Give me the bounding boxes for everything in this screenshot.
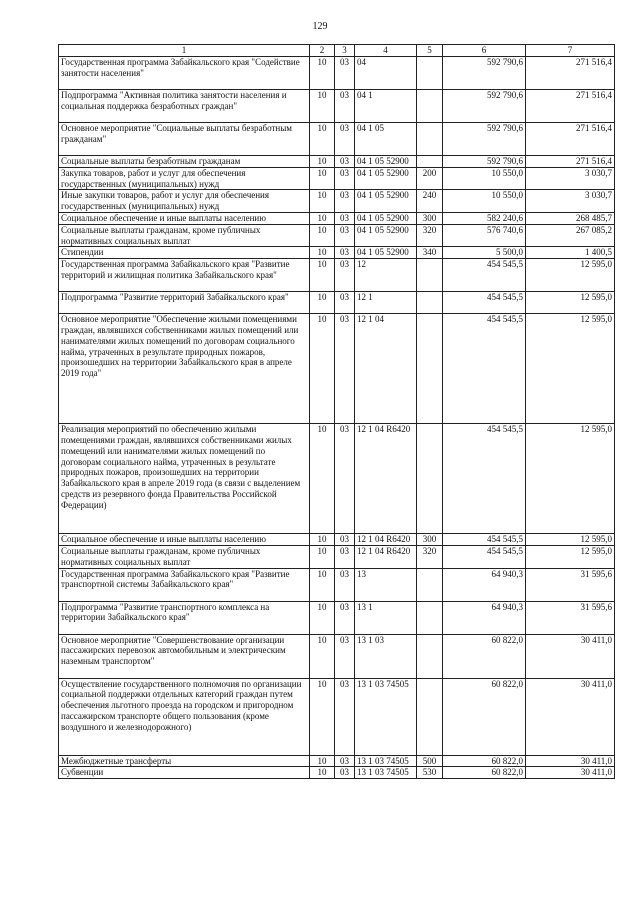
row-amount-2-cell: 3 030,7 [526,167,615,190]
row-section-cell: 10 [310,424,335,534]
row-section-cell: 10 [310,190,335,213]
row-target-article-cell: 04 [355,57,417,90]
row-name-cell: Подпрограмма "Активная политика занятости населения и социальная поддержка безработных граждан" [59,90,310,123]
row-name-cell: Подпрограмма "Развитие транспортного комплекса на территории Забайкальского края" [59,601,310,634]
row-amount-1-cell: 454 545,5 [443,424,526,534]
row-amount-1-cell: 592 790,6 [443,156,526,168]
row-target-article-cell: 13 1 03 74505 [355,755,417,767]
row-amount-1-cell: 592 790,6 [443,90,526,123]
table-row [59,601,615,634]
row-name-cell: Иные закупки товаров, работ и услуг для обеспечения государственных (муниципальных) нужд [59,190,310,213]
row-amount-1-cell: 582 240,6 [443,212,526,224]
table-row [59,424,615,534]
row-section-cell: 10 [310,534,335,546]
table-row [59,755,615,767]
row-name-cell: Социальное обеспечение и иные выплаты населению [59,534,310,546]
row-amount-2-cell: 268 485,7 [526,212,615,224]
row-amount-1-cell: 60 822,0 [443,767,526,779]
row-target-article-cell: 04 1 05 52900 [355,247,417,259]
row-subsection-cell: 03 [335,601,355,634]
row-target-article-cell: 12 1 04 R6420 [355,534,417,546]
row-amount-1-cell: 592 790,6 [443,123,526,156]
row-amount-1-cell: 60 822,0 [443,755,526,767]
row-amount-2-cell: 3 030,7 [526,190,615,213]
row-amount-2-cell: 271 516,4 [526,57,615,90]
row-amount-1-cell: 10 550,0 [443,190,526,213]
row-target-article-cell: 12 1 04 [355,314,417,424]
header-col-2: 2 [310,45,335,57]
table-row [59,634,615,678]
row-amount-2-cell: 12 595,0 [526,259,615,292]
row-subsection-cell: 03 [335,156,355,168]
row-expense-type-cell: 320 [417,224,443,247]
table-row [59,156,615,168]
row-amount-1-cell: 454 545,5 [443,259,526,292]
row-expense-type-cell [417,634,443,678]
row-amount-1-cell: 454 545,5 [443,545,526,568]
row-subsection-cell: 03 [335,212,355,224]
row-target-article-cell: 12 [355,259,417,292]
row-section-cell: 10 [310,568,335,601]
row-amount-2-cell: 30 411,0 [526,634,615,678]
row-subsection-cell: 03 [335,534,355,546]
row-name-cell: Межбюджетные трансферты [59,755,310,767]
row-target-article-cell: 13 1 03 74505 [355,678,417,755]
row-amount-1-cell: 60 822,0 [443,634,526,678]
row-section-cell: 10 [310,123,335,156]
row-section-cell: 10 [310,167,335,190]
row-target-article-cell: 12 1 04 R6420 [355,424,417,534]
row-section-cell: 10 [310,634,335,678]
row-name-cell: Социальное обеспечение и иные выплаты населению [59,212,310,224]
row-subsection-cell: 03 [335,545,355,568]
row-section-cell: 10 [310,247,335,259]
row-name-cell: Основное мероприятие "Совершенствование организации пассажирских перевозок автомобильным и электрическим наземным транспортом" [59,634,310,678]
row-name-cell: Закупка товаров, работ и услуг для обеспечения государственных (муниципальных) нужд [59,167,310,190]
row-amount-2-cell: 1 400,5 [526,247,615,259]
row-expense-type-cell [417,292,443,314]
row-name-cell: Субвенции [59,767,310,779]
table-row [59,190,615,213]
row-amount-2-cell: 267 085,2 [526,224,615,247]
row-expense-type-cell [417,424,443,534]
row-expense-type-cell: 500 [417,755,443,767]
row-name-cell: Социальные выплаты безработным гражданам [59,156,310,168]
table-row [59,534,615,546]
table-row [59,247,615,259]
row-target-article-cell: 13 1 03 74505 [355,767,417,779]
row-subsection-cell: 03 [335,90,355,123]
row-target-article-cell: 13 [355,568,417,601]
row-target-article-cell: 13 1 03 [355,634,417,678]
row-name-cell: Основное мероприятие "Обеспечение жилыми помещениями граждан, являвшихся собственниками жилых помещений или нанимателями жилых помещений по договорам социального найма, утраченных в результате природных пожаров, произошедших на территории Забайкальского края в апреле 2019 года" [59,314,310,424]
row-name-cell: Основное мероприятие "Социальные выплаты безработным гражданам" [59,123,310,156]
row-amount-1-cell: 64 940,3 [443,568,526,601]
row-section-cell: 10 [310,678,335,755]
row-section-cell: 10 [310,224,335,247]
row-amount-2-cell: 30 411,0 [526,755,615,767]
row-section-cell: 10 [310,57,335,90]
header-col-1: 1 [59,45,310,57]
row-section-cell: 10 [310,259,335,292]
row-amount-1-cell: 454 545,5 [443,534,526,546]
row-name-cell: Государственная программа Забайкальского края "Развитие транспортной системы Забайкальского края" [59,568,310,601]
row-target-article-cell: 04 1 05 52900 [355,156,417,168]
row-expense-type-cell [417,57,443,90]
row-expense-type-cell [417,156,443,168]
row-amount-1-cell: 592 790,6 [443,57,526,90]
table-row [59,678,615,755]
header-col-5: 5 [417,45,443,57]
row-amount-2-cell: 12 595,0 [526,545,615,568]
row-section-cell: 10 [310,601,335,634]
row-amount-2-cell: 30 411,0 [526,678,615,755]
row-amount-2-cell: 12 595,0 [526,424,615,534]
page-number: 129 [312,21,328,32]
row-name-cell: Государственная программа Забайкальского края "Содействие занятости населения" [59,57,310,90]
table-row [59,568,615,601]
row-amount-2-cell: 12 595,0 [526,534,615,546]
header-col-4: 4 [355,45,417,57]
row-subsection-cell: 03 [335,634,355,678]
row-subsection-cell: 03 [335,292,355,314]
row-section-cell: 10 [310,755,335,767]
row-expense-type-cell [417,601,443,634]
row-target-article-cell: 13 1 [355,601,417,634]
row-target-article-cell: 04 1 05 52900 [355,212,417,224]
table-row [59,259,615,292]
row-amount-2-cell: 30 411,0 [526,767,615,779]
row-amount-1-cell: 454 545,5 [443,292,526,314]
row-amount-1-cell: 60 822,0 [443,678,526,755]
row-subsection-cell: 03 [335,314,355,424]
row-amount-1-cell: 64 940,3 [443,601,526,634]
row-section-cell: 10 [310,545,335,568]
row-expense-type-cell [417,90,443,123]
row-subsection-cell: 03 [335,767,355,779]
table-row [59,212,615,224]
table-row [59,123,615,156]
row-expense-type-cell: 320 [417,545,443,568]
row-expense-type-cell: 340 [417,247,443,259]
row-expense-type-cell: 300 [417,212,443,224]
row-amount-2-cell: 31 595,6 [526,601,615,634]
row-section-cell: 10 [310,212,335,224]
row-subsection-cell: 03 [335,424,355,534]
row-section-cell: 10 [310,292,335,314]
table-row [59,167,615,190]
row-subsection-cell: 03 [335,678,355,755]
row-section-cell: 10 [310,90,335,123]
row-subsection-cell: 03 [335,57,355,90]
row-target-article-cell: 04 1 05 52900 [355,190,417,213]
row-amount-2-cell: 31 595,6 [526,568,615,601]
row-amount-2-cell: 12 595,0 [526,292,615,314]
row-expense-type-cell [417,123,443,156]
row-target-article-cell: 04 1 [355,90,417,123]
row-amount-1-cell: 5 500,0 [443,247,526,259]
row-section-cell: 10 [310,156,335,168]
row-section-cell: 10 [310,314,335,424]
row-expense-type-cell [417,678,443,755]
row-subsection-cell: 03 [335,568,355,601]
row-target-article-cell: 04 1 05 52900 [355,167,417,190]
row-subsection-cell: 03 [335,259,355,292]
row-name-cell: Государственная программа Забайкальского края "Развитие территорий и жилищная политика Забайкальского края" [59,259,310,292]
table-row [59,545,615,568]
row-name-cell: Осуществление государственного полномочия по организации социальной поддержки отдельных категорий граждан путем обеспечения льготного проезда на городском и пригородном пассажирском транспорте общего пользования (кроме воздушного и железнодорожного) [59,678,310,755]
row-name-cell: Социальные выплаты гражданам, кроме публичных нормативных социальных выплат [59,545,310,568]
row-amount-1-cell: 576 740,6 [443,224,526,247]
row-section-cell: 10 [310,767,335,779]
header-row [59,45,615,57]
row-amount-2-cell: 271 516,4 [526,156,615,168]
row-expense-type-cell: 240 [417,190,443,213]
row-target-article-cell: 12 1 [355,292,417,314]
row-expense-type-cell [417,568,443,601]
row-subsection-cell: 03 [335,123,355,156]
table-row [59,314,615,424]
row-expense-type-cell: 300 [417,534,443,546]
row-subsection-cell: 03 [335,755,355,767]
budget-table [58,44,615,779]
row-target-article-cell: 04 1 05 52900 [355,224,417,247]
row-name-cell: Реализация мероприятий по обеспечению жилыми помещениями граждан, являвшихся собственниками жилых помещений или нанимателями жилых помещений по договорам социального найма, утраченных в результате природных пожаров, произошедших на территории Забайкальского края в апреле 2019 года (в связи с выделением средств из резервного фонда Правительства Российской Федерации) [59,424,310,534]
row-amount-2-cell: 271 516,4 [526,123,615,156]
row-expense-type-cell [417,259,443,292]
table-row [59,224,615,247]
row-name-cell: Стипендии [59,247,310,259]
row-subsection-cell: 03 [335,190,355,213]
table-row [59,90,615,123]
table-row [59,292,615,314]
row-amount-2-cell: 12 595,0 [526,314,615,424]
row-target-article-cell: 04 1 05 [355,123,417,156]
row-expense-type-cell: 200 [417,167,443,190]
row-expense-type-cell [417,314,443,424]
header-col-3: 3 [335,45,355,57]
row-expense-type-cell: 530 [417,767,443,779]
header-col-6: 6 [443,45,526,57]
row-name-cell: Социальные выплаты гражданам, кроме публичных нормативных социальных выплат [59,224,310,247]
row-amount-1-cell: 10 550,0 [443,167,526,190]
row-amount-1-cell: 454 545,5 [443,314,526,424]
row-name-cell: Подпрограмма "Развитие территорий Забайкальского края" [59,292,310,314]
row-subsection-cell: 03 [335,167,355,190]
header-col-7: 7 [526,45,615,57]
row-subsection-cell: 03 [335,247,355,259]
row-subsection-cell: 03 [335,224,355,247]
row-amount-2-cell: 271 516,4 [526,90,615,123]
table-row [59,767,615,779]
table-row [59,57,615,90]
row-target-article-cell: 12 1 04 R6420 [355,545,417,568]
